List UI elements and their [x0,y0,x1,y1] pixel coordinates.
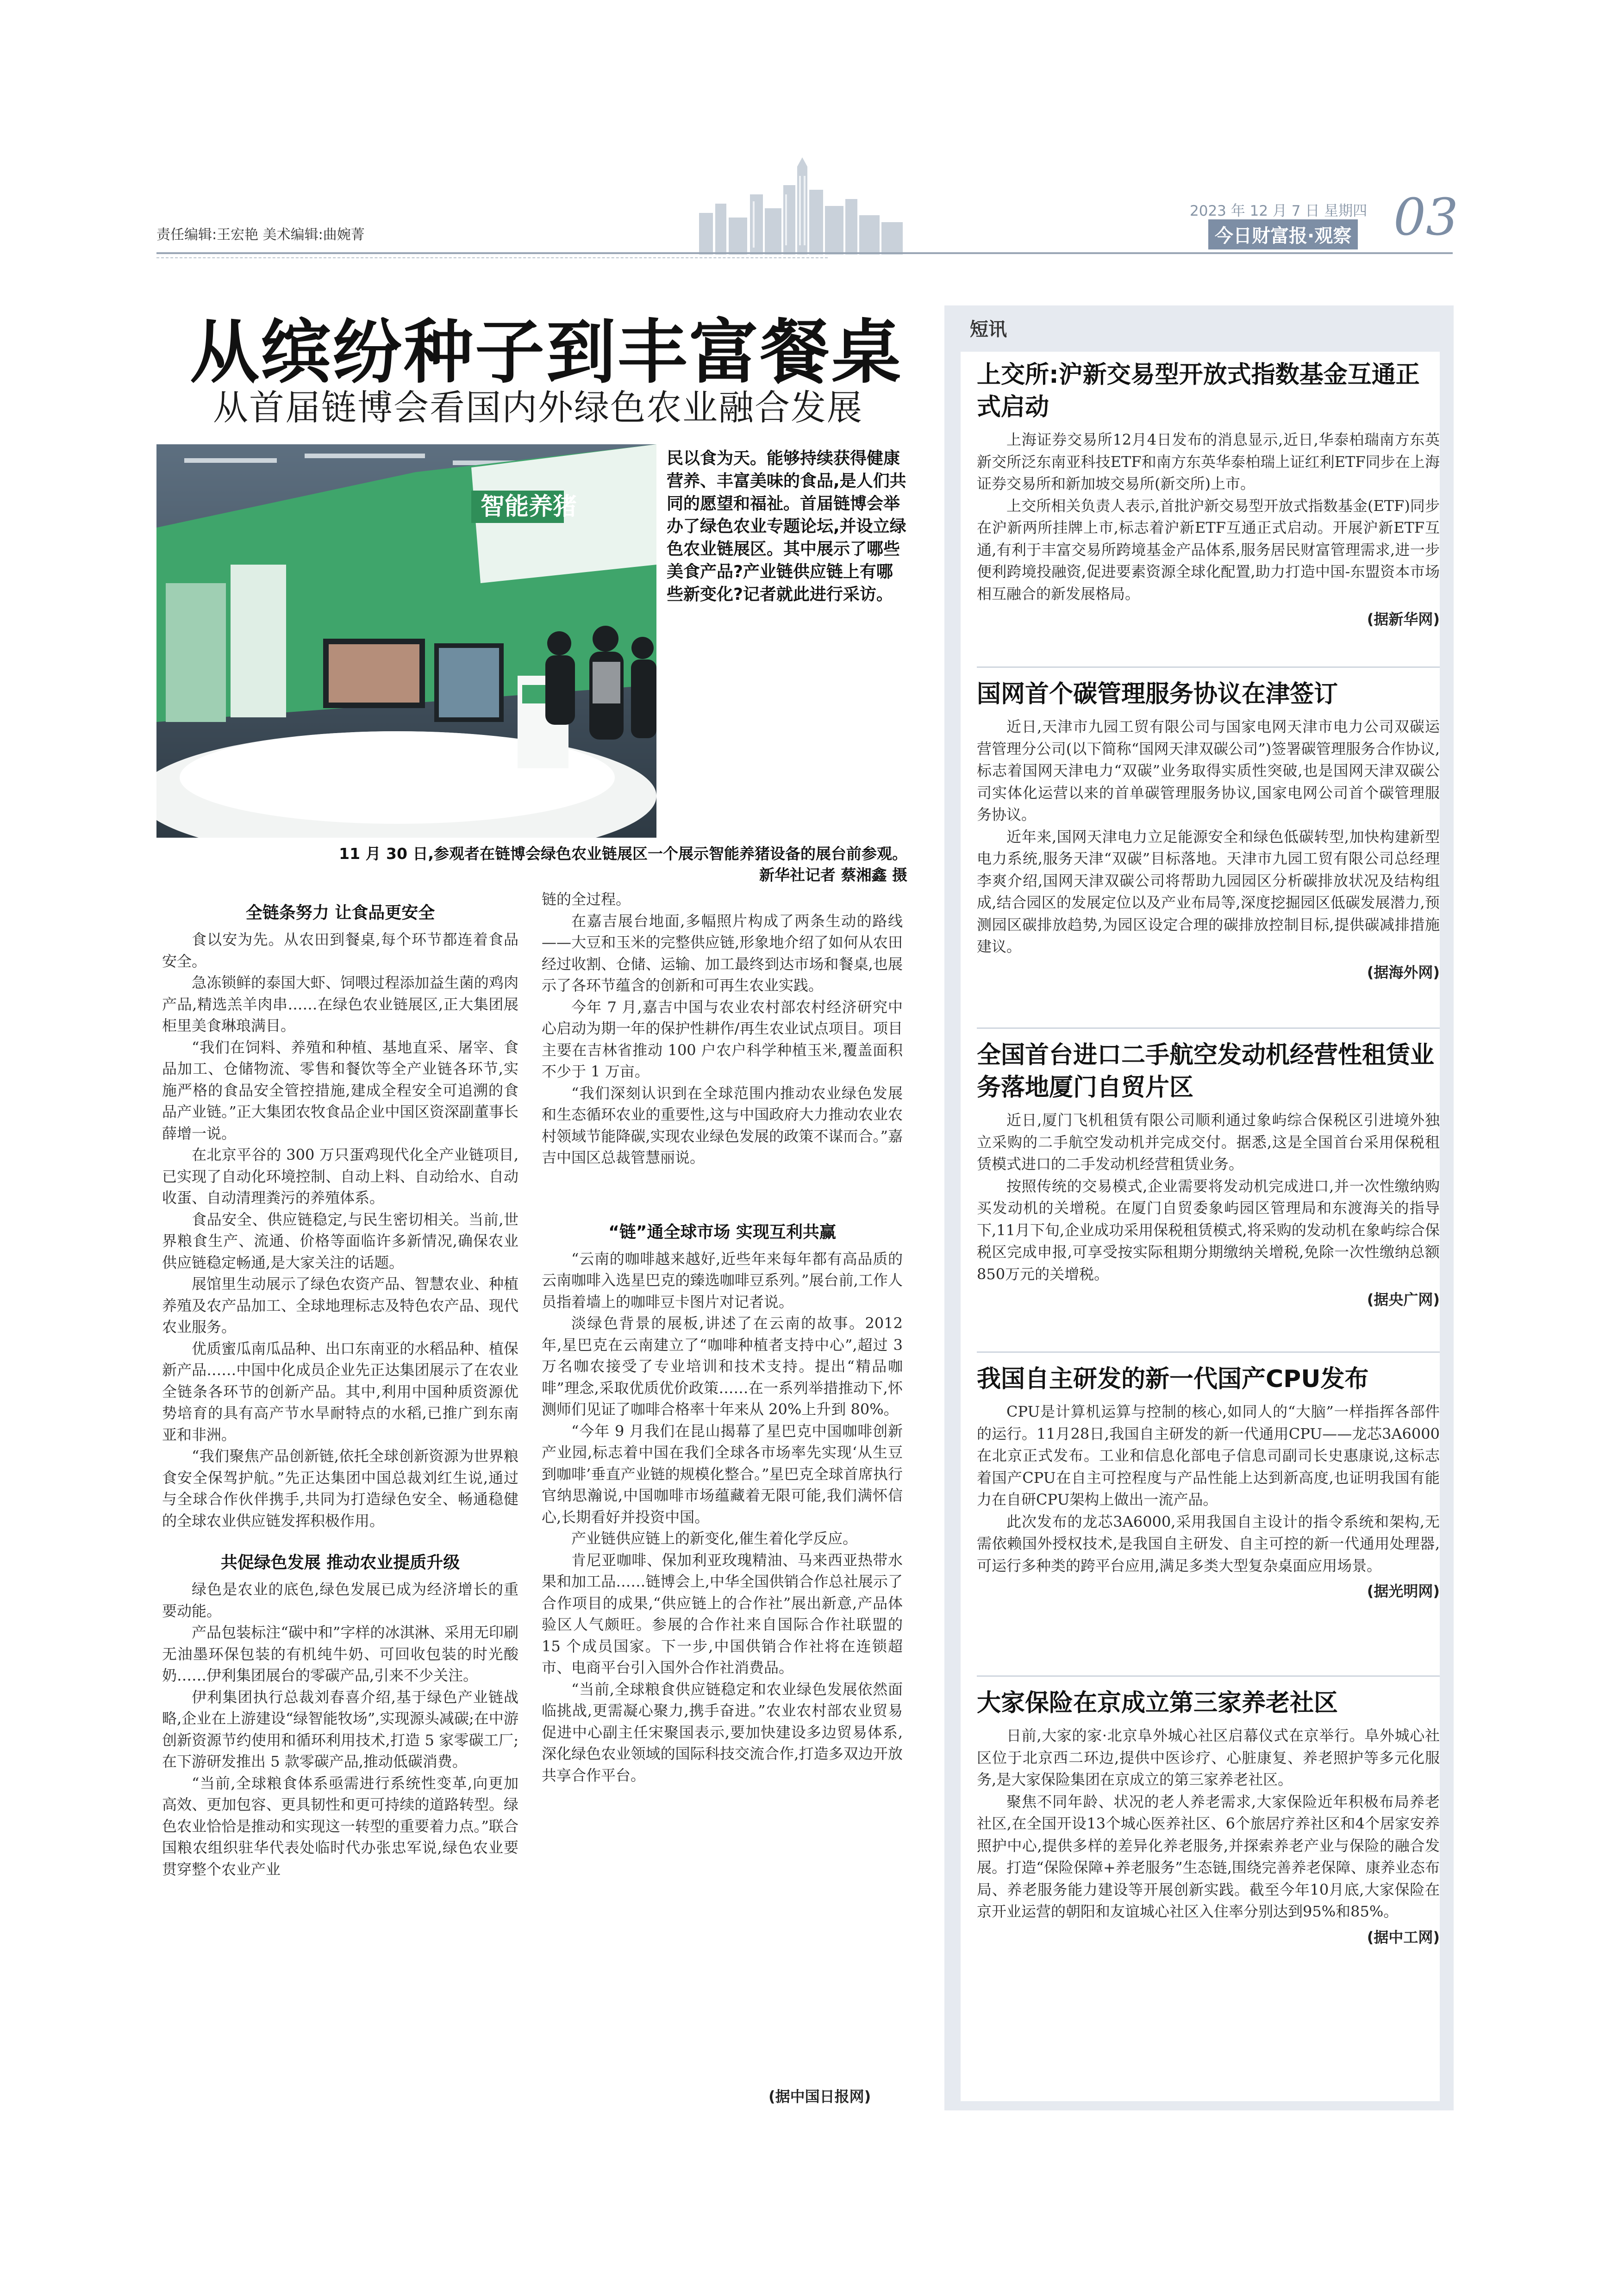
brief-divider [977,1675,1440,1677]
brief-source: (据央广网) [1367,1291,1440,1308]
brief-title: 全国首台进口二手航空发动机经营性租赁业务落地厦门自贸片区 [977,1041,1435,1101]
body-paragraph: 产业链供应链上的新变化,催生着化学反应。 [571,1530,858,1547]
body-paragraph: 产品包装标注“碳中和”字样的冰淇淋、采用无印刷无油墨环保包装的有机纯牛奶、可回收包装的时光酸奶……伊利集团展台的零碳产品,引来不少关注。 [162,1624,518,1684]
caption-credit: 新华社记者 蔡湘鑫 摄 [759,866,907,884]
booth-sign: 智能养猪 [481,493,577,521]
brief-divider [977,1027,1440,1029]
article-source: (据中国日报网) [768,2088,871,2105]
briefs-label: 短讯 [970,319,1007,340]
section-heading: “链”通全球市场 实现互利共赢 [608,1222,836,1242]
section-heading: 全链条努力 让食品更安全 [245,903,435,922]
brief-paragraph: 此次发布的龙芯3A6000,采用我国自主设计的指令系统和架构,无需依赖国外授权技术,是我国自主研发、自主可控的新一代通用处理器,可运行多种类的跨平台应用,满足多类大型复杂桌面应用场景。 [977,1512,1440,1574]
brief-item [977,1363,1440,1601]
brief-paragraph: 近日,厦门飞机租赁有限公司顺利通过象屿综合保税区引进境外独立采购的二手航空发动机并完成交付。据悉,这是全国首台采用保税租赁模式进口的二手发动机经营租赁业务。 [977,1111,1440,1173]
brief-divider [977,1351,1440,1353]
body-paragraph: 食品安全、供应链稳定,与民生密切相关。当前,世界粮食生产、流通、价格等面临许多新情况,确保农业供应链稳定畅通,是大家关注的话题。 [162,1210,518,1271]
editor-credits: 责任编辑:王宏艳 美术编辑:曲婉菁 [156,227,365,243]
body-paragraph: 今年 7 月,嘉吉中国与农业农村部农村经济研究中心启动为期一年的保护性耕作/再生农业试点项目。项目主要在吉林省推动 100 户农户科学种植玉米,覆盖面积不少于 1 万亩。 [542,998,903,1080]
brief-item [977,359,1440,629]
brief-body [977,1109,1440,1285]
brief-item [977,1687,1440,1947]
column-gap [542,1169,903,1201]
section-name: 今日财富报·观察 [1208,219,1358,249]
brief-title: 上交所:沪新交易型开放式指数基金互通正式启动 [977,361,1420,421]
brief-paragraph: 近日,天津市九园工贸有限公司与国家电网天津市电力公司双碳运营管理分公司(以下简称“国网天津双碳公司”)签署碳管理服务合作协议,标志着国网天津电力“双碳”业务取得实质性突破,也是国网天津双碳公司实体化运营以来的首单碳管理服务协议,国家电网公司首个碳管理服务协议。 [977,718,1440,823]
body-paragraph: “今年 9 月我们在昆山揭幕了星巴克中国咖啡创新产业园,标志着中国在我们全球各市场率先实现‘从生豆到咖啡’垂直产业链的规模化整合。”星巴克全球首席执行官纳思瀚说,中国咖啡市场蕴藏着无限可能,我们满怀信心,长期看好并投资中国。 [542,1422,903,1526]
article-column-left [162,900,518,1880]
body-paragraph: 在北京平谷的 300 万只蛋鸡现代化全产业链项目,已实现了自动化环境控制、自动上料、自动给水、自动收蛋、自动清理粪污的养殖体系。 [162,1146,518,1207]
body-paragraph: 食以安为先。从农田到餐桌,每个环节都连着食品安全。 [162,931,518,970]
brief-body [977,716,1440,958]
body-paragraph: “当前,全球粮食体系亟需进行系统性变革,向更加高效、更加包容、更具韧性和更可持续的道路转型。绿色农业恰恰是推动和实现这一转型的重要着力点。”联合国粮农组织驻华代表处临时代办张忠军说,绿色农业要贯穿整个农业产业 [162,1774,518,1878]
body-paragraph: 链的全过程。 [542,890,631,908]
brief-paragraph: 上交所相关负责人表示,首批沪新交易型开放式指数基金(ETF)同步在沪新两所挂牌上市,标志着沪新ETF互通正式启动。开展沪新ETF互通,有利于丰富交易所跨境基金产品体系,服务居民财富管理需求,进一步便利跨境投融资,促进要素资源全球化配置,助力打造中国-东盟资本市场相互融合的新发展格局。 [977,497,1440,603]
brief-title: 大家保险在京成立第三家养老社区 [977,1689,1338,1717]
intro-paragraph: 民以食为天。能够持续获得健康营养、丰富美味的食品,是人们共同的愿望和福祉。首届链博会举办了绿色农业专题论坛,并设立绿色农业链展区。其中展示了哪些美食产品?产业链供应链上有哪些新变化?记者就此进行采访。 [667,449,906,604]
photo-caption [287,843,907,886]
brief-paragraph: 聚焦不同年龄、状况的老人养老需求,大家保险近年积极布局养老社区,在全国开设13个城心医养社区、6个旅居疗养社区和4个居家安养照护中心,提供多样的差异化养老服务,并探索养老产业与保险的融合发展。打造“保险保障+养老服务”生态链,围绕完善养老保障、康养业态布局、养老服务能力建设等开展创新实践。截至今年10月底,大家保险在京开业运营的朝阳和友谊城心社区入住率分别达到95%和85%。 [977,1792,1440,1920]
brief-paragraph: CPU是计算机运算与控制的核心,如同人的“大脑”一样指挥各部件的运行。11月28日,我国自主研发的新一代通用CPU——龙芯3A6000在北京正式发布。工业和信息化部电子信息司副司长史惠康说,这标志着国产CPU在自主可控程度与产品性能上达到新高度,也证明我国有能力在自研CPU架构上做出一流产品。 [977,1403,1440,1508]
headline: 从缤纷种子到丰富餐桌 [190,311,903,393]
skyline-decoration [694,157,907,255]
brief-source: (据光明网) [1367,1582,1440,1600]
brief-paragraph: 近年来,国网天津电力立足能源安全和绿色低碳转型,加快构建新型电力系统,服务天津“双碳”目标落地。天津市九园工贸有限公司总经理李爽介绍,国网天津双碳公司将帮助九园园区分析碳排放状况及结构组成,结合园区的发展定位以及产业布局等,深度挖掘园区低碳发展潜力,预测园区碳排放趋势,为园区设定合理的碳排放控制目标,提供碳减排措施建议。 [977,828,1440,955]
brief-item [977,678,1440,982]
body-paragraph: 在嘉吉展台地面,多幅照片构成了两条生动的路线——大豆和玉米的完整供应链,形象地介绍了如何从农田经过收割、仓储、运输、加工最终到达市场和餐桌,也展示了各环节蕴含的创新和可再生农业实践。 [542,912,903,994]
brief-body [977,1401,1440,1577]
caption-text: 11 月 30 日,参观者在链博会绿色农业链展区一个展示智能养猪设备的展台前参观。 [339,845,907,863]
brief-paragraph: 上海证券交易所12月4日发布的消息显示,近日,华泰柏瑞南方东英新交所泛东南亚科技ETF和南方东英华泰柏瑞上证红利ETF同步在上海证券交易所和新加坡交易所(新交所)上市。 [977,431,1440,492]
brief-source: (据中工网) [1367,1928,1440,1946]
section-heading: 共促绿色发展 推动农业提质升级 [220,1553,460,1572]
brief-source: (据新华网) [1367,610,1440,628]
brief-divider [977,666,1440,668]
body-paragraph: 优质蜜瓜南瓜品种、出口东南亚的水稻品种、植保新产品……中国中化成员企业先正达集团展示了在农业全链条各环节的创新产品。其中,利用中国种质资源优势培育的具有高产节水旱耐特点的水稻,已推广到东南亚和非洲。 [162,1339,518,1444]
brief-item [977,1039,1440,1309]
body-paragraph: 伊利集团执行总裁刘春喜介绍,基于绿色产业链战略,企业在上游建设“绿智能牧场”,实现源头减碳;在中游创新资源节约使用和循环利用技术,打造 5 家零碳工厂;在下游研发推出 5 款零碳产品,推动低碳消费。 [162,1688,518,1770]
brief-title: 我国自主研发的新一代国产CPU发布 [977,1365,1369,1393]
brief-body [977,1725,1440,1923]
article-column-middle [542,889,903,1786]
body-paragraph: 展馆里生动展示了绿色农资产品、智慧农业、种植养殖及农产品加工、全球地理标志及特色农产品、现代农业服务。 [162,1275,518,1336]
news-photo [156,444,656,838]
body-paragraph: “我们在饲料、养殖和种植、基地直采、屠宰、食品加工、仓储物流、零售和餐饮等全产业链各环节,实施严格的食品安全管控措施,建成全程安全可追溯的食品产业链。”正大集团农牧食品企业中国区资深副董事长薛增一说。 [162,1038,518,1142]
body-paragraph: 绿色是农业的底色,绿色发展已成为经济增长的重要动能。 [162,1580,518,1620]
subheadline: 从首届链博会看国内外绿色农业融合发展 [213,387,863,428]
brief-paragraph: 日前,大家的家·北京阜外城心社区启幕仪式在京举行。阜外城心社区位于北京西二环边,提供中医诊疗、心脏康复、养老照护等多元化服务,是大家保险集团在京成立的第三家养老社区。 [977,1727,1440,1788]
brief-paragraph: 按照传统的交易模式,企业需要将发动机完成进口,并一次性缴纳购买发动机的关增税。在厦门自贸委象屿园区管理局和东渡海关的指导下,11月下旬,企业成功采用保税租赁模式,将采购的发动机在象屿综合保税区完成申报,可享受按实际租期分期缴纳关增税,免除一次性缴纳总额850万元的关增税。 [977,1177,1440,1283]
issue-date: 2023 年 12 月 7 日 星期四 [1190,203,1368,219]
brief-body [977,429,1440,605]
body-paragraph: 急冻锁鲜的泰国大虾、饲喂过程添加益生菌的鸡肉产品,精选羔羊肉串……在绿色农业链展区,正大集团展柜里美食琳琅满目。 [162,974,518,1034]
brief-title: 国网首个碳管理服务协议在津签订 [977,680,1338,708]
body-paragraph: 淡绿色背景的展板,讲述了在云南的故事。2012 年,星巴克在云南建立了“咖啡种植者支持中心”,超过 3 万名咖农接受了专业培训和技术支持。提出“精品咖啡”理念,采取优质优价政策……在一系列举措推动下,怀测师们见证了咖啡合格率十年来从 20%上升到 80%。 [542,1314,903,1418]
body-paragraph: “我们聚焦产品创新链,依托全球创新资源为世界粮食安全保驾护航。”先正达集团中国总裁刘红生说,通过与全球合作伙伴携手,共同为打造绿色安全、畅通稳健的全球农业供应链发挥积极作用。 [162,1447,518,1530]
header-rule [156,252,1453,254]
header-rule-dashed [156,257,828,258]
page-number: 03 [1393,187,1458,247]
body-paragraph: “当前,全球粮食供应链稳定和农业绿色发展依然面临挑战,更需凝心聚力,携手奋进。”农业农村部农业贸易促进中心副主任宋聚国表示,要加快建设多边贸易体系,深化绿色农业领域的国际科技交流合作,打造多双边开放共享合作平台。 [542,1680,903,1784]
body-paragraph: 肯尼亚咖啡、保加利亚玫瑰精油、马来西亚热带水果和加工品……链博会上,中华全国供销合作总社展示了合作项目的成果,“供应链上的合作社”展出新意,产品体验区人气颇旺。参展的合作社来自国际合作社联盟的 15 个成员国家。下一步,中国供销合作社将在连锁超市、电商平台引入国外合作社消费品。 [542,1551,903,1676]
brief-source: (据海外网) [1367,963,1440,981]
body-paragraph: “我们深刻认识到在全球范围内推动农业绿色发展和生态循环农业的重要性,这与中国政府大力推动农业农村领域节能降碳,实现农业绿色发展的政策不谋而合。”嘉吉中国区总裁管慧丽说。 [542,1084,903,1166]
body-paragraph: “云南的咖啡越来越好,近些年来每年都有高品质的云南咖啡入选星巴克的臻选咖啡豆系列。”展台前,工作人员指着墙上的咖啡豆卡图片对记者说。 [542,1250,903,1311]
